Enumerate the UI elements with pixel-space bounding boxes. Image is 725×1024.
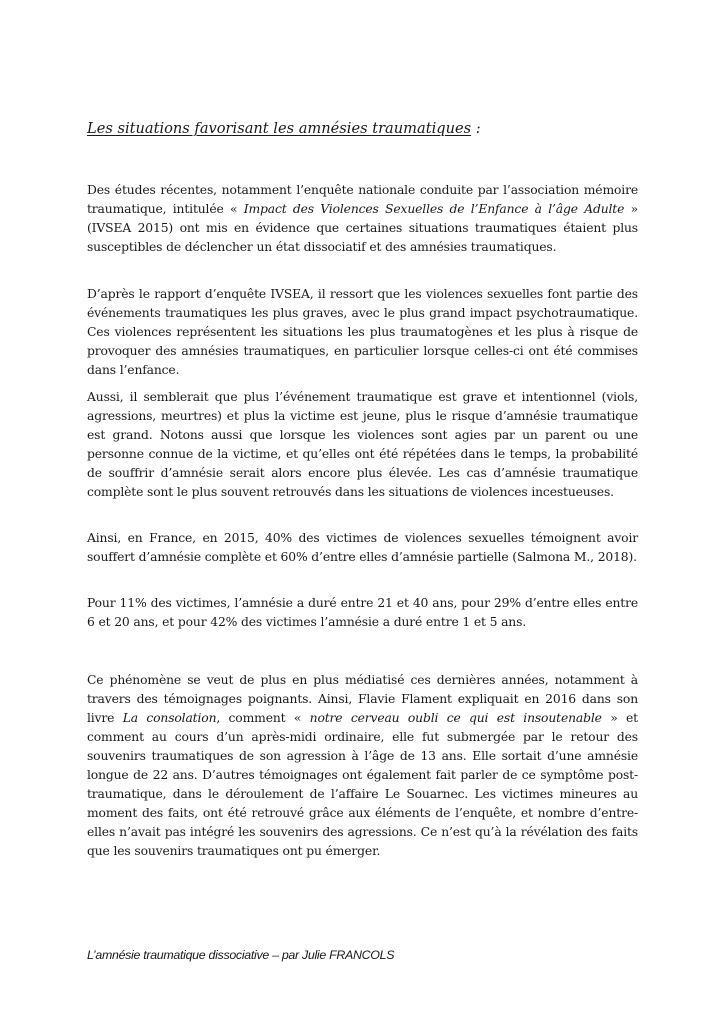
paragraph-text: » (IVSEA 2015) ont mis en évidence que certaines situations traumatiques étaient plus susceptibles de déclencher un état dissociatif et des amnésies traumatiques. — [87, 202, 639, 254]
paragraph-ivsea-report: D’après le rapport d’enquête IVSEA, il ressort que les violences sexuelles font partie des événements traumatiques les plus graves, avec le plus grand impact psychotraumatique. Ces violences représentent les situations les plus traumatogènes et les plus à risque de provoquer des amnésies traumatiques, en particulier lorsque celles-ci ont été commises dans l’enfance. — [87, 287, 638, 377]
paragraph-text: » et comment au cours d’un après-midi ordinaire, elle fut submergée par le retour des souvenirs traumatiques de son agression à l’âge de 13 ans. Elle sortait d’une amnésie longue de 22 ans. D’autres témoignages ont également fait parler de ce symptôme post-traumatique, dans le déroulement de l’affaire Le Souarnec. Les victimes mineures au moment des faits, ont été retrouvé grâce aux éléments de l’enquête, et nombre d’entre-elles n’avait pas intégré les souvenirs des agressions. Ce n’est qu’à la révélation des faits que les souvenirs traumatiques ont pu émerger. — [87, 711, 638, 858]
paragraph-text: Des études récentes, notamment l’enquête nationale conduite par l’association mémoire traumatique, intitulée « — [87, 183, 638, 216]
page-footer: L’amnésie traumatique dissociative – par Julie FRANCOLS — [87, 948, 395, 962]
paragraph-media-testimonies — [87, 671, 638, 861]
section-heading — [87, 120, 481, 137]
paragraph-text: Ce phénomène se veut de plus en plus médiatisé ces dernières années, notamment à travers des témoignages poignants. Ainsi, Flavie Flament expliquait en 2016 dans son livre — [87, 673, 638, 725]
book-title-italic: La consolation — [122, 711, 217, 725]
study-title-italic: Impact des Violences Sexuelles de l’Enfance à l’âge Adulte — [243, 202, 625, 216]
section-heading-text: Les situations favorisant les amnésies traumatiques — [87, 120, 472, 137]
paragraph-text: , comment « — [216, 711, 310, 725]
paragraph-ivsea-study — [87, 181, 638, 257]
paragraph-amnesia-duration: Pour 11% des victimes, l’amnésie a duré entre 21 et 40 ans, pour 29% d’entre elles entre 6 et 20 ans, et pour 42% des victimes l’amnésie a duré entre 1 et 5 ans. — [87, 596, 638, 629]
paragraph-france-statistics: Ainsi, en France, en 2015, 40% des victimes de violences sexuelles témoignent avoir souffert d’amnésie complète et 60% d’entre elles d’amnésie partielle (Salmona M., 2018). — [87, 531, 638, 564]
paragraph-risk-factors: Aussi, il semblerait que plus l’événement traumatique est grave et intentionnel (viols, agressions, meurtres) et plus la victime est jeune, plus le risque d’amnésie traumatique est grand. Notons aussi que lorsque les violences sont agies par un parent ou une personne connue de la victime, et qu’elles ont été répétées dans le temps, la probabilité de souffrir d’amnésie serait alors encore plus élevée. Les cas d’amnésie traumatique complète sont le plus souvent retrouvés dans les situations de violences incestueuses. — [87, 390, 638, 499]
section-heading-colon: : — [471, 120, 481, 137]
quote-italic: notre cerveau oubli ce qui est insoutenable — [309, 711, 602, 725]
